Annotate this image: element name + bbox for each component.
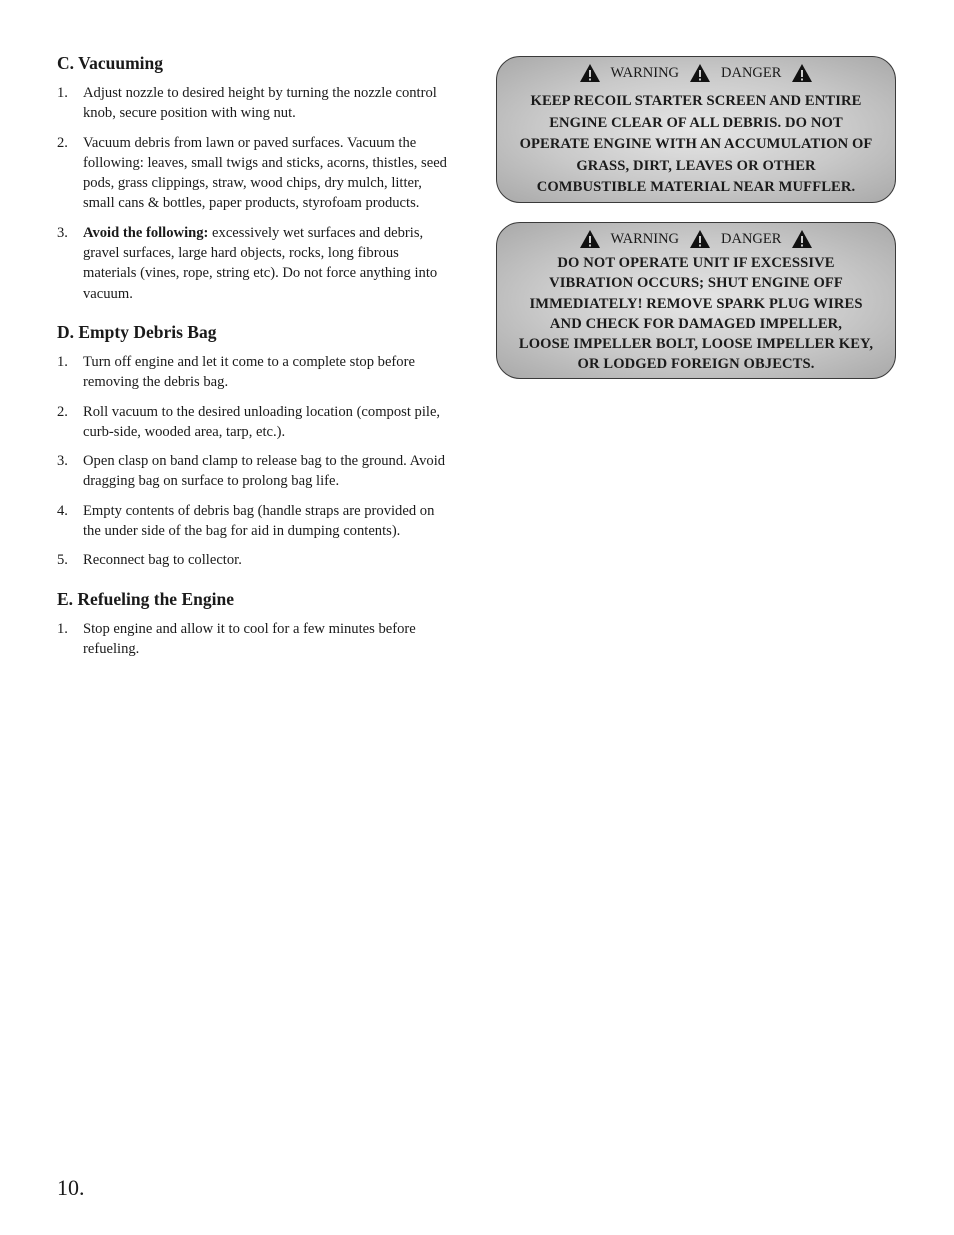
warning-header bbox=[497, 227, 895, 251]
warning-line: ENGINE CLEAR OF ALL DEBRIS. DO NOT bbox=[549, 114, 843, 131]
step-emphasis: Avoid the following: bbox=[83, 224, 209, 241]
warning-line: VIBRATION OCCURS; SHUT ENGINE OFF bbox=[549, 275, 843, 292]
instructions-column bbox=[57, 52, 452, 668]
step-text: Empty contents of debris bag (handle straps are provided on the under side of the bag for aid in dumping contents). bbox=[83, 502, 435, 540]
page-number: 10. bbox=[57, 1175, 85, 1200]
warning-label: WARNING bbox=[610, 64, 680, 81]
step-number: 3. bbox=[57, 453, 68, 470]
step-text: Stop engine and allow it to cool for a few minutes before refueling. bbox=[83, 620, 416, 657]
step-text: Vacuum debris from lawn or paved surfaces. Vacuum the following: leaves, small twigs and sticks, acorns, thistles, seed pods, grass clippings, straw, wood chips, dry mulch, litter, small cans & bottles, paper products, styrofoam products. bbox=[83, 134, 447, 212]
list-item bbox=[57, 133, 452, 214]
step-number: 1. bbox=[57, 353, 68, 370]
step-number: 3. bbox=[57, 224, 68, 241]
danger-label: DANGER bbox=[721, 230, 782, 247]
warning-box-debris bbox=[496, 56, 896, 203]
list-item bbox=[57, 619, 452, 660]
warning-triangle-icon bbox=[791, 63, 813, 83]
step-number: 2. bbox=[57, 134, 68, 151]
list-item bbox=[57, 402, 452, 443]
step-number: 4. bbox=[57, 502, 68, 519]
section-empty-debris-bag bbox=[57, 321, 452, 571]
warning-line: OR LODGED FOREIGN OBJECTS. bbox=[577, 356, 815, 373]
list-item bbox=[57, 501, 452, 542]
step-number: 2. bbox=[57, 403, 68, 420]
list-item bbox=[57, 83, 452, 124]
warning-box-vibration bbox=[496, 222, 896, 379]
warning-text bbox=[497, 253, 895, 375]
step-number: 5. bbox=[57, 552, 68, 569]
step-text: Turn off engine and let it come to a complete stop before removing the debris bag. bbox=[83, 353, 415, 391]
warning-line: GRASS, DIRT, LEAVES OR OTHER bbox=[576, 157, 816, 174]
warning-triangle-icon bbox=[791, 229, 813, 249]
step-list bbox=[57, 619, 452, 660]
warning-triangle-icon bbox=[689, 229, 711, 249]
section-heading: E. Refueling the Engine bbox=[57, 588, 234, 609]
warning-line: DO NOT OPERATE UNIT IF EXCESSIVE bbox=[557, 255, 835, 271]
step-text: Reconnect bag to collector. bbox=[83, 552, 242, 569]
warning-triangle-icon bbox=[689, 63, 711, 83]
warning-line: IMMEDIATELY! REMOVE SPARK PLUG WIRES bbox=[529, 295, 863, 312]
warning-header bbox=[497, 61, 895, 85]
warning-line: AND CHECK FOR DAMAGED IMPELLER, bbox=[549, 315, 843, 332]
section-refueling bbox=[57, 588, 452, 660]
step-list bbox=[57, 83, 452, 304]
warning-text bbox=[497, 91, 895, 199]
step-text: Adjust nozzle to desired height by turning the nozzle control knob, secure position with wing nut. bbox=[83, 85, 437, 122]
list-item bbox=[57, 451, 452, 492]
list-item bbox=[57, 550, 452, 570]
warning-line: COMBUSTIBLE MATERIAL NEAR MUFFLER. bbox=[536, 179, 856, 195]
step-text: Open clasp on band clamp to release bag to the ground. Avoid dragging bag on surface to prolong bag life. bbox=[83, 453, 446, 490]
step-number: 1. bbox=[57, 620, 68, 637]
warning-triangle-icon bbox=[579, 63, 601, 83]
list-item bbox=[57, 223, 452, 304]
warning-line: OPERATE ENGINE WITH AN ACCUMULATION OF bbox=[519, 136, 873, 152]
warning-label: WARNING bbox=[610, 230, 680, 247]
step-text: excessively wet surfaces and debris, gravel surfaces, large hard objects, rocks, long fibrous materials (vines, rope, string etc). Do not force anything into vacuum. bbox=[83, 224, 438, 302]
step-number: 1. bbox=[57, 85, 68, 101]
warning-triangle-icon bbox=[579, 229, 601, 249]
warning-line: KEEP RECOIL STARTER SCREEN AND ENTIRE bbox=[530, 93, 862, 109]
list-item bbox=[57, 352, 452, 393]
section-vacuuming bbox=[57, 52, 452, 304]
warning-line: LOOSE IMPELLER BOLT, LOOSE IMPELLER KEY, bbox=[518, 336, 874, 353]
danger-label: DANGER bbox=[721, 64, 782, 81]
section-heading: C. Vacuuming bbox=[57, 53, 164, 73]
step-text: Roll vacuum to the desired unloading location (compost pile, curb-side, wooded area, tarp, etc.). bbox=[83, 403, 441, 440]
section-heading: D. Empty Debris Bag bbox=[57, 321, 217, 342]
step-list bbox=[57, 352, 452, 571]
